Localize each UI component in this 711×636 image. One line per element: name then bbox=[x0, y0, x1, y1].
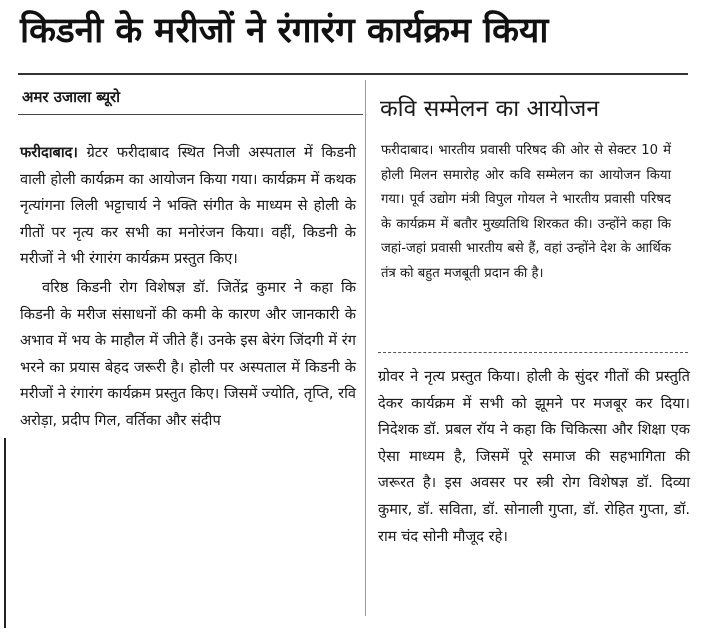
article-dateline: फरीदाबाद। bbox=[20, 144, 78, 161]
article-paragraph-2: वरिष्ठ किडनी रोग विशेषज्ञ डॉ. जितेंद्र कुमार ने कहा कि किडनी के मरीज संसाधनों की कमी के कारण और जानकारी के अभाव में भय के माहौल में जीते हैं। उनके इस बेरंग जिंदगी में रंग भरने का प्रयास बेहद जरूरी है। होली पर अस्पताल में किडनी के मरीजों ने रंगारंग कार्यक्रम प्रस्तुत किए। जिसमें ज्योति, तृप्ति, रवि अरोड़ा, प्रदीप गिल, वर्तिका और संदीप bbox=[20, 278, 356, 429]
article-paragraph-1 bbox=[20, 140, 356, 273]
article-headline: किडनी के मरीजों ने रंगारंग कार्यक्रम किया bbox=[20, 11, 549, 51]
box-dashed-divider bbox=[378, 352, 688, 353]
article-byline: अमर उजाला ब्यूरो bbox=[22, 88, 121, 106]
article-continuation: ग्रोवर ने नृत्य प्रस्तुत किया। होली के सुंदर गीतों की प्रस्तुति देकर कार्यक्रम में सभी को झूमने पर मजबूर कर दिया। निदेशक डॉ. प्रबल रॉय ने कहा कि चिकित्सा और शिक्षा एक ऐसा माध्यम है, जिसमें पूरे समाज की सहभागिता की जरूरत है। इस अवसर पर स्त्री रोग विशेषज्ञ डॉ. दिव्या कुमार, डॉ. सविता, डॉ. सोनाली गुप्ता, डॉ. रोहित गुप्ता, डॉ. राम चंद सोनी मौजूद रहे। bbox=[378, 368, 690, 545]
headline-rule bbox=[18, 73, 688, 75]
page-edge-mark bbox=[4, 438, 6, 628]
byline-rule bbox=[18, 114, 363, 115]
article-right-column bbox=[378, 364, 690, 550]
box-body: फरीदाबाद। भारतीय प्रवासी परिषद की ओर से सेक्टर 10 में होली मिलन समारोह ओर कवि सम्मेलन का आयोजन किया गया। पूर्व उद्योग मंत्री विपुल गोयल ने भारतीय प्रवासी परिषद के कार्यक्रम में बतौर मुख्यतिथि शिरकत की। उन्होंने कहा कि जहां-जहां प्रवासी भारतीय बसे हैं, वहां उन्होंने देश के आर्थिक तंत्र को बहुत मजबूती प्रदान की है। bbox=[381, 143, 671, 281]
article-paragraph-1-text: ग्रेटर फरीदाबाद स्थित निजी अस्पताल में किडनी वाली होली कार्यक्रम का आयोजन किया गया। कार्यक्रम में कथक नृत्यांगना लिली भट्टाचार्य ने भक्ति संगीत के माध्यम से होली के गीतों पर नृत्य कर सभी का मनोरंजन किया। वहीं, किडनी के मरीजों ने भी रंगारंग कार्यक्रम प्रस्तुत किए। bbox=[20, 144, 357, 268]
box-headline: कवि सम्मेलन का आयोजन bbox=[380, 96, 600, 122]
column-divider bbox=[365, 80, 366, 616]
box-article bbox=[381, 139, 671, 286]
article-left-column bbox=[20, 140, 356, 435]
